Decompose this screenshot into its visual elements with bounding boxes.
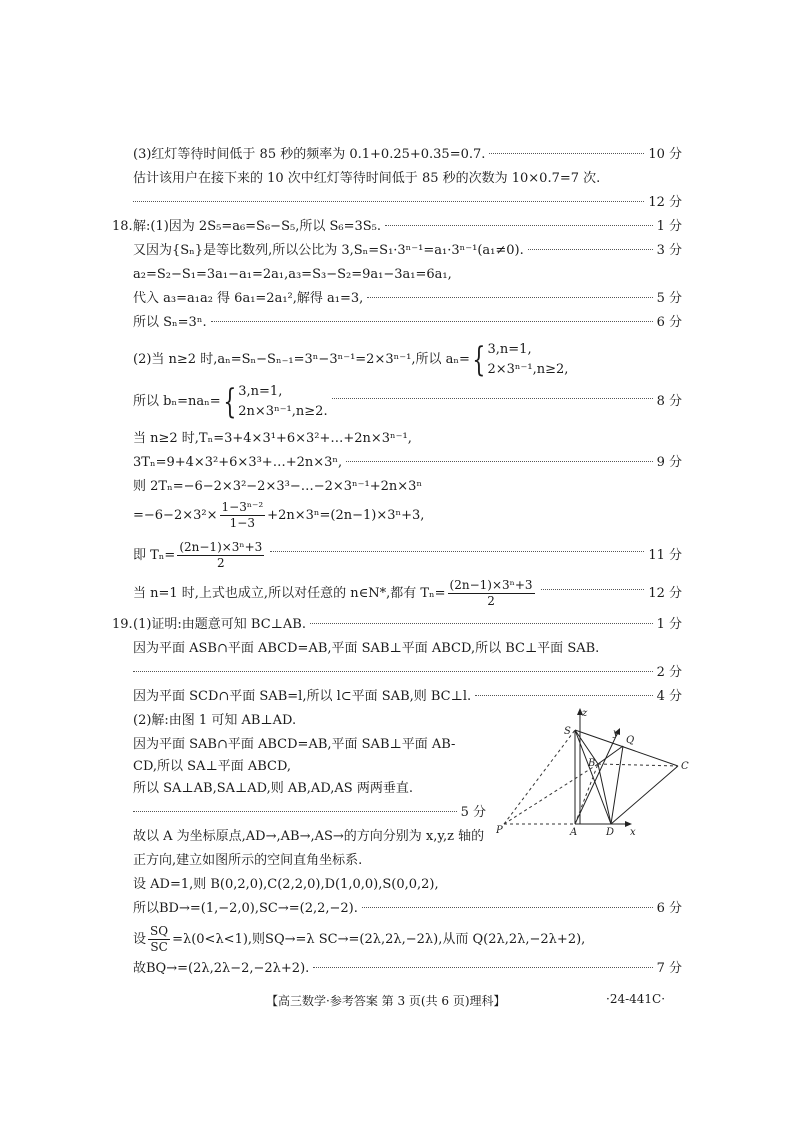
q18-line-12: 即 Tₙ= $\frac{\text{(2n−1)×3ⁿ+3}}{2}$ 11 分: [133, 540, 682, 570]
label-B: B: [588, 758, 596, 769]
q18-line-7: 所以 bₙ=naₙ= { 3,n=1, 2n×3ⁿ⁻¹,n≥2. 8 分: [133, 382, 682, 422]
label-C: C: [681, 761, 689, 772]
label-P: P: [496, 825, 503, 836]
fraction: $\frac{\text{(2n−1)×3ⁿ+3}}{2}$: [179, 540, 263, 570]
q18-line-13: 当 n=1 时,上式也成立,所以对任意的 n∈N*,都有 Tₙ= $\frac{\text{(2n−1)×3ⁿ+3}}{2}$ 12 分: [133, 578, 682, 608]
q19-line-8: 所以 SA⊥AB,SA⊥AD,则 AB,AD,AS 两两垂直.: [133, 781, 413, 796]
question-number-19: 19.: [112, 617, 133, 632]
q19-line-14: 设 $\frac{SQ}{SC}$ =λ(0<λ<1),则SQ→=λ SC→=(2λ,2λ,−2λ),从而 Q(2λ,2λ,−2λ+2),: [133, 924, 586, 954]
score: 12 分: [648, 195, 682, 210]
edge-PB: [504, 764, 598, 824]
piecewise-a: 3,n=1, 2×3ⁿ⁻¹,n≥2,: [487, 342, 569, 377]
q18-line-3: a₂=S₂−S₁=3a₁−a₁=2a₁,a₃=S₃−S₂=9a₁−3a₁=6a₁,: [133, 267, 452, 282]
q19-line-7: CD,所以 SA⊥平面 ABCD,: [133, 759, 292, 774]
question-number-18: 18.: [112, 219, 133, 234]
fraction: $\frac{SQ}{SC}$: [150, 924, 169, 954]
label-x: x: [630, 827, 636, 838]
edge-DQ: [611, 746, 623, 824]
q18-line-2: 又因为{Sₙ}是等比数列,所以公比为 3,Sₙ=S₁·3ⁿ⁻¹=a₁·3ⁿ⁻¹(a₁≠0). 3 分: [133, 243, 682, 258]
q19-line-15: 故BQ→=(2λ,2λ−2,−2λ+2). 7 分: [133, 961, 682, 976]
q19-line-2: 因为平面 ASB∩平面 ABCD=AB,平面 SAB⊥平面 ABCD,所以 BC⊥平面 SAB.: [133, 641, 600, 656]
fraction: $\frac{\text{1−3ⁿ⁻²}}{1-3}$: [221, 500, 264, 530]
edge-AB: [575, 764, 598, 824]
q18-line-6: (2)当 n≥2 时,aₙ=Sₙ−Sₙ₋₁=3ⁿ−3ⁿ⁻¹=2×3ⁿ⁻¹,所以 aₙ= { 3,n=1, 2×3ⁿ⁻¹,n≥2,: [133, 340, 569, 380]
q19-line-4: 因为平面 SCD∩平面 SAB=l,所以 l⊂平面 SAB,则 BC⊥l. 4 分: [133, 689, 682, 704]
p17-line-2: 估计该用户在接下来的 10 次中红灯等待时间低于 85 秒的次数为 10×0.7=7 次.: [133, 171, 601, 186]
label-D: D: [606, 827, 615, 838]
q18-line-5: 所以 Sₙ=3ⁿ. 6 分: [133, 315, 682, 330]
p17-line-3: [133, 194, 682, 212]
piecewise-b: 3,n=1, 2n×3ⁿ⁻¹,n≥2.: [238, 384, 328, 419]
edge-DC: [611, 766, 678, 824]
score: 10 分: [648, 147, 682, 162]
geometry-figure: [496, 706, 692, 838]
q19-line-3: 2 分: [133, 664, 682, 682]
p17-line-1: (3)红灯等待时间低于 85 秒的频率为 0.1+0.25+0.35=0.7. 10 分: [133, 147, 682, 162]
q18-line-4: 代入 a₃=a₁a₂ 得 6a₁=2a₁²,解得 a₁=3, 5 分: [133, 291, 682, 306]
q19-line-5: (2)解:由图 1 可知 AB⊥AD.: [133, 713, 297, 728]
q19-line-10: 故以 A 为坐标原点,AD→,AB→,AS→的方向分别为 x,y,z 轴的: [133, 829, 485, 844]
label-S: S: [564, 726, 571, 737]
label-A: A: [570, 827, 578, 838]
q18-line-11: =−6−2×3²× $\frac{\text{1−3ⁿ⁻²}}{1-3}$ +2n×3ⁿ=(2n−1)×3ⁿ+3,: [133, 500, 425, 530]
q19-line-13: 所以BD→=(1,−2,0),SC→=(2,2,−2). 6 分: [133, 901, 682, 916]
q18-line-1: 解:(1)因为 2S₅=a₆=S₆−S₅,所以 S₆=3S₅. 1 分: [133, 219, 682, 234]
q19-line-1: (1)证明:由题意可知 BC⊥AB. 1 分: [133, 617, 682, 632]
label-z: z: [582, 708, 588, 719]
fraction: $\frac{\text{(2n−1)×3ⁿ+3}}{2}$: [449, 578, 533, 608]
footer-code: ·24-441C·: [606, 992, 666, 1006]
q19-line-12: 设 AD=1,则 B(0,2,0),C(2,2,0),D(1,0,0),S(0,0,2),: [133, 877, 439, 892]
edge-BC: [598, 764, 678, 766]
q18-line-9: 3Tₙ=9+4×3²+6×3³+…+2n×3ⁿ, 9 分: [133, 455, 682, 470]
q19-line-9: 5 分: [133, 804, 486, 822]
footer-title: 【高三数学·参考答案 第 3 页(共 6 页)理科】: [266, 994, 506, 1008]
q18-line-8: 当 n≥2 时,Tₙ=3+4×3¹+6×3²+…+2n×3ⁿ⁻¹,: [133, 431, 412, 446]
q19-line-11: 正方向,建立如图所示的空间直角坐标系.: [133, 853, 363, 868]
edge-PS: [504, 730, 575, 824]
label-Q: Q: [626, 735, 635, 746]
label-y: y: [613, 728, 619, 739]
q19-line-6: 因为平面 SAB∩平面 ABCD=AB,平面 SAB⊥平面 AB-: [133, 737, 456, 752]
q18-line-10: 则 2Tₙ=−6−2×3²−2×3³−…−2×3ⁿ⁻¹+2n×3ⁿ: [133, 479, 423, 494]
